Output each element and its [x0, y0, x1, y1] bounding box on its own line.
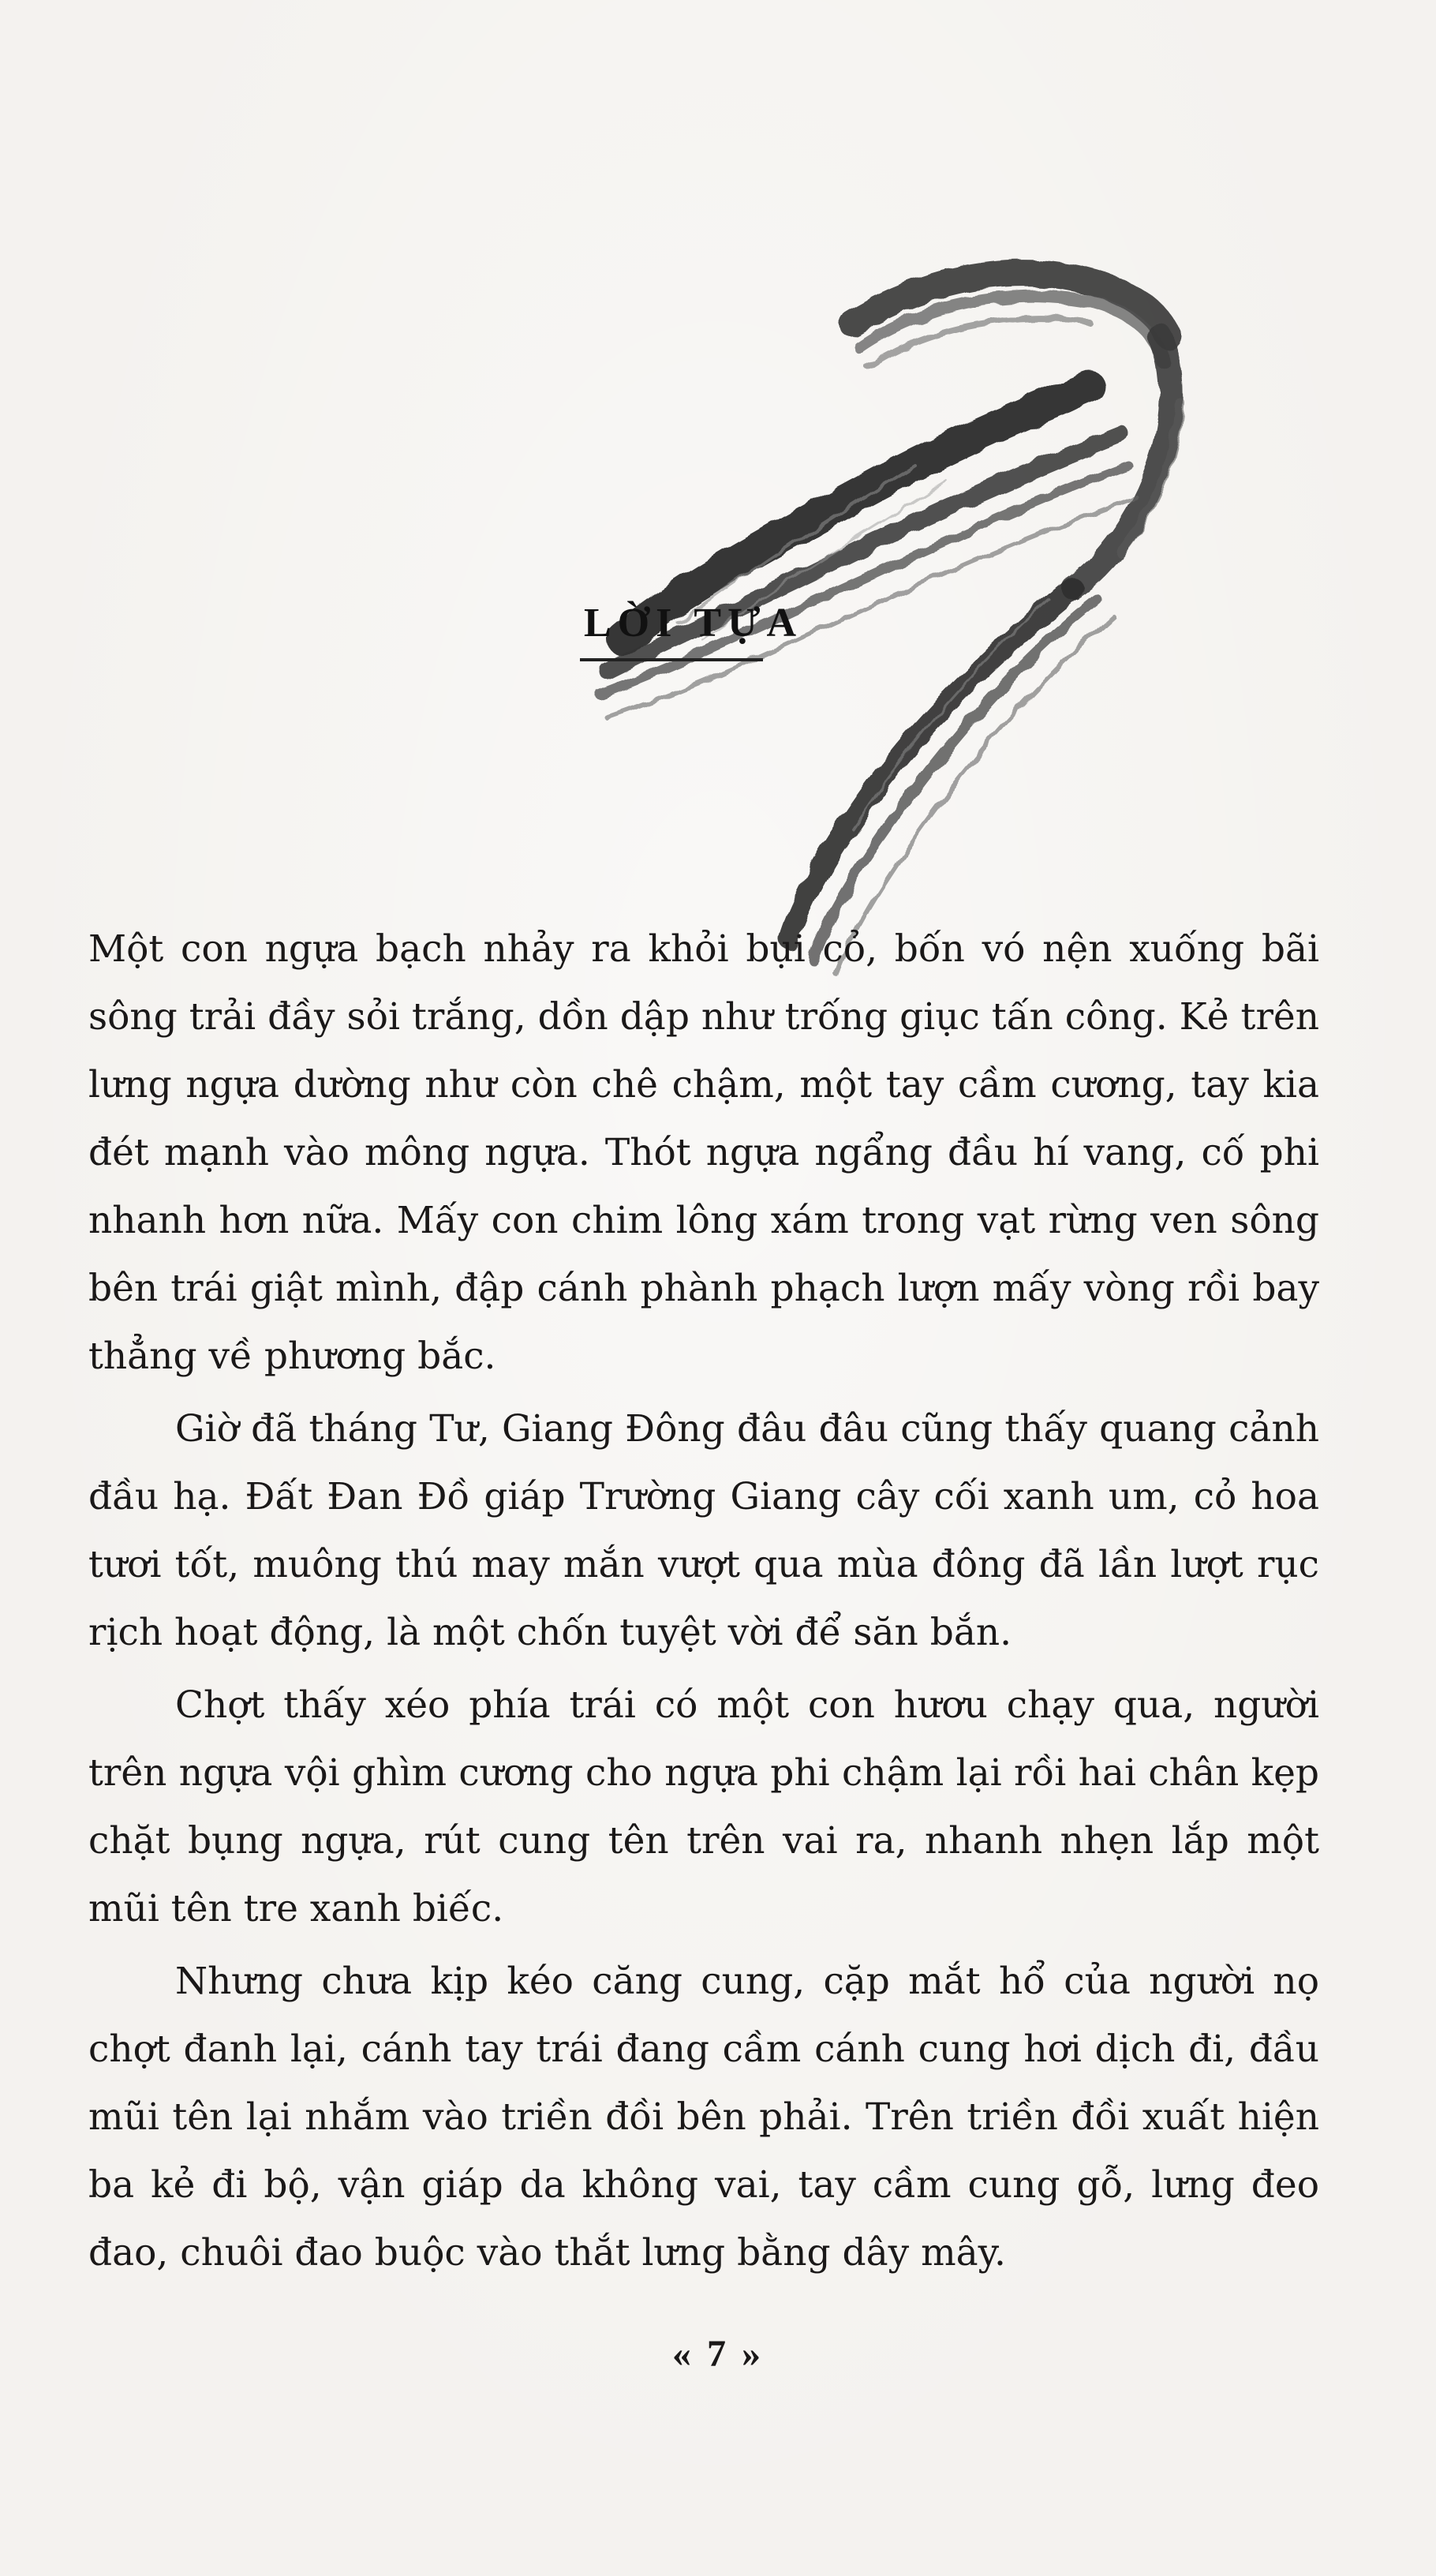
- paragraph: Một con ngựa bạch nhảy ra khỏi bụi cỏ, bốn vó nện xuống bãi sông trải đầy sỏi trắng, dồn dập như trống giục tấn công. Kẻ trên lưng ngựa dường như còn chê chậm, một tay cầm cương, tay kia đét mạnh vào mông ngựa. Thót ngựa ngẩng đầu hí vang, cố phi nhanh hơn nữa. Mấy con chim lông xám trong vạt rừng ven sông bên trái giật mình, đập cánh phành phạch lượn mấy vòng rồi bay thẳng về phương bắc.: [88, 927, 1319, 1378]
- chapter-title: LỜI TỰA: [584, 601, 803, 646]
- chapter-title-underline: [580, 658, 763, 661]
- page-number: « 7 »: [672, 2333, 764, 2375]
- body-text: [88, 915, 1319, 2292]
- paragraph: Giờ đã tháng Tư, Giang Đông đâu đâu cũng thấy quang cảnh đầu hạ. Đất Đan Đồ giáp Trường Giang cây cối xanh um, cỏ hoa tươi tốt, muông thú may mắn vượt qua mùa đông đã lần lượt rục rịch hoạt động, là một chốn tuyệt vời để săn bắn.: [88, 1407, 1319, 1654]
- paragraph: Nhưng chưa kịp kéo căng cung, cặp mắt hổ của người nọ chợt đanh lại, cánh tay trái đang cầm cánh cung hơi dịch đi, đầu mũi tên lại nhắm vào triền đồi bên phải. Trên triền đồi xuất hiện ba kẻ đi bộ, vận giáp da không vai, tay cầm cung gỗ, lưng đeo đao, chuôi đao buộc vào thắt lưng bằng dây mây.: [88, 1960, 1319, 2275]
- paragraph: Chợt thấy xéo phía trái có một con hươu chạy qua, người trên ngựa vội ghìm cương cho ngựa phi chậm lại rồi hai chân kẹp chặt bụng ngựa, rút cung tên trên vai ra, nhanh nhẹn lắp một mũi tên tre xanh biếc.: [88, 1683, 1319, 1930]
- brush-numeral-two-icon: [442, 229, 1278, 1002]
